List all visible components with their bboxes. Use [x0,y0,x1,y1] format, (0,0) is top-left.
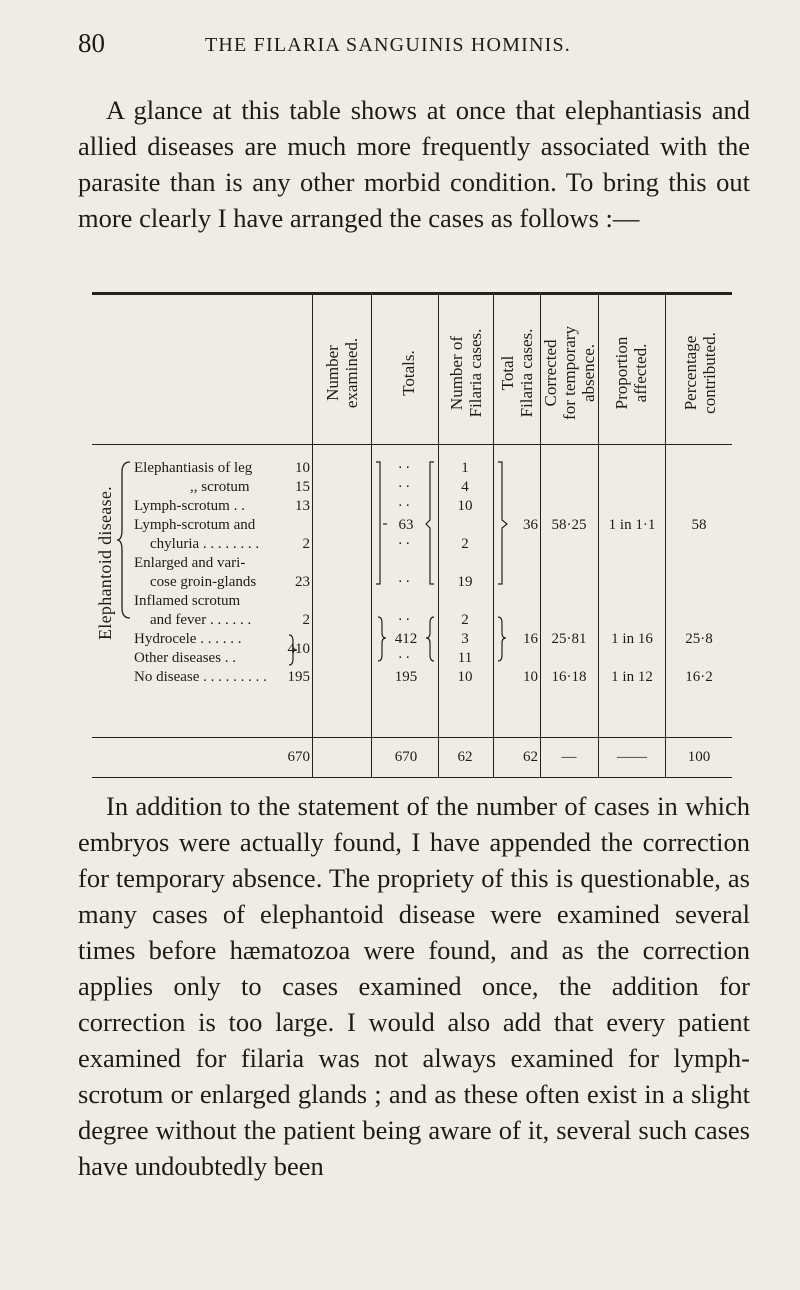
cell-number-filaria: 2 [461,536,469,552]
cell-corrected-total: — [561,749,577,765]
cell-proportion: 1 in 16 [611,631,653,647]
header-line: Percentage [681,335,700,411]
row-label: and fever . . . . . . [150,612,252,628]
dots: . . [398,475,410,491]
dots: . . [398,494,410,510]
row-label: chyluria . . . . . . . . [150,536,260,552]
header-line: Number [323,345,342,401]
header-line: Filaria cases. [466,328,485,418]
cell-totals: 412 [394,631,418,647]
header-line: absence. [578,343,598,403]
page-number: 80 [78,28,105,58]
header-line: Totals. [398,350,418,396]
dots: . . [398,646,410,662]
header-line: affected. [631,343,650,403]
cell-number-examined: 13 [295,498,310,514]
cell-number-filaria: 10 [457,669,473,685]
cell-number-examined: 15 [295,479,310,495]
header-line: examined. [342,337,361,409]
filaria-brace-hydrocele [496,615,510,663]
cell-number-examined: 23 [295,574,310,590]
row-label: Other diseases . . [134,650,237,666]
cell-corrected: 25·81 [551,631,587,647]
paragraph-after: In addition to the statement of the number of cases in which embryos were actually found, I have appended the correction for temporary absence. The propriety of this is questionable, as many cases of elephantoid disease were examined several times before hæmatozoa were found, and as the correction applies only to cases examined once, the addition for correction is too large. I would also add that every patient examined for filaria was not always examined for lymph-scrotum or enlarged glands ; and as these often exist in a slight degree without the patient being aware of it, several such cases have undoubtedly been [78,791,750,1181]
group-brace [116,460,132,620]
cell-corrected: 16·18 [551,669,587,685]
cell-proportion-total: —— [617,749,647,765]
row-label: Inflamed scrotum [134,593,241,609]
data-table [92,292,732,780]
cell-total-filaria-total: 62 [523,749,538,765]
table-total-rule [92,737,732,738]
cell-number-examined: 410 [287,641,310,657]
header-total-filaria [495,308,539,438]
cell-number-filaria: 10 [457,498,473,514]
filaria-brace-group [496,460,512,590]
cell-number-examined: 10 [295,460,310,476]
cell-percentage-total: 100 [687,749,711,765]
table-bottom-rule [92,777,732,778]
header-proportion [605,308,657,438]
col-divider [493,292,494,778]
table-header-rule [92,444,732,445]
cell-corrected: 58·25 [551,517,587,533]
cell-totals: 195 [394,669,418,685]
cell-number-filaria: 3 [461,631,469,647]
cell-total-filaria: 10 [523,669,538,685]
group-label-elephantoid: Elephantoid disease. [94,486,115,640]
col-divider [598,292,599,778]
header-line: Proportion [612,336,631,410]
paragraph-intro: A glance at this table shows at once that elephantiasis and allied diseases are much more frequently associated with the parasite than is any other morbid condition. To bring this out more clearly I have arranged the cases as follows :— [78,95,750,233]
header-line: Total [498,355,517,391]
row-label: ,, scrotum [190,479,250,495]
cell-number-filaria-total: 62 [457,749,473,765]
cell-number-filaria: 1 [461,460,469,476]
cell-totals: 63 [398,517,414,533]
dots: . . [398,532,410,548]
col-divider [312,292,313,778]
cell-number-filaria: 4 [461,479,469,495]
header-corrected [540,308,598,438]
cell-percentage: 16·2 [685,669,713,685]
table-top-rule [92,292,732,295]
header-line: Number of [447,335,466,411]
cell-number-examined: 2 [302,536,310,552]
cell-number-filaria: 11 [457,650,473,666]
header-line: for temporary [559,326,579,420]
cell-proportion: 1 in 1·1 [608,517,656,533]
row-label: Enlarged and vari- [134,555,246,571]
cell-number-filaria: 2 [461,612,469,628]
row-label: Lymph-scrotum and [134,517,256,533]
header-number-examined [316,308,368,438]
cell-percentage: 25·8 [685,631,713,647]
header-totals [382,308,434,438]
header-line: Filaria cases. [517,328,536,418]
cell-number-filaria: 19 [457,574,473,590]
dots: . . [398,608,410,624]
row-label: Elephantiasis of leg [134,460,253,476]
cell-total-filaria: 36 [523,517,538,533]
header-line: Corrected [540,339,560,407]
header-line: contributed. [700,332,719,414]
cell-percentage: 58 [691,517,707,533]
cell-number-examined: 2 [302,612,310,628]
row-label: cose groin-glands [150,574,257,590]
header-number-filaria [442,308,490,438]
col-divider [665,292,666,778]
cell-number-examined: 195 [287,669,310,685]
cell-total-filaria: 16 [523,631,538,647]
row-label: Hydrocele . . . . . . [134,631,242,647]
running-head: THE FILARIA SANGUINIS HOMINIS. [205,34,571,56]
col-divider [371,292,372,778]
cell-proportion: 1 in 12 [611,669,653,685]
dots: . . [398,456,410,472]
dots: . . [398,570,410,586]
cell-totals-total: 670 [394,749,418,765]
cell-number-examined-total: 670 [287,749,310,765]
col-divider [438,292,439,778]
row-label: No disease . . . . . . . . . [134,669,267,685]
row-label: Lymph-scrotum . . [134,498,245,514]
header-percentage [672,308,728,438]
